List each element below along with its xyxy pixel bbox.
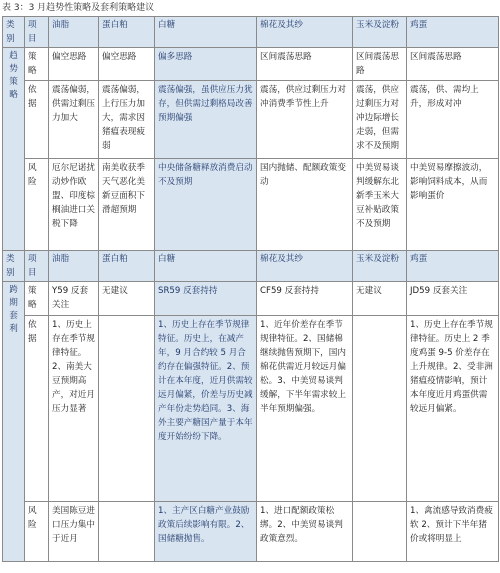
table-row xyxy=(3,502,499,562)
table-cell: 偏多思路 xyxy=(155,48,257,81)
table-cell xyxy=(99,316,155,502)
table-cell: 震荡偏弱，供需过剩压力加大 xyxy=(49,81,99,159)
table-cell: 1、历史上存在季节规律特征。历史上 2 季度鸡蛋 9-5 价差存在上升规律。2、受非洲猪瘟疫情影响，预计本年度近月鸡蛋供需较远月偏紧。 xyxy=(407,316,499,502)
header-meal: 蛋白粕 xyxy=(99,251,155,282)
table-cell: 区间震荡思路 xyxy=(407,48,499,81)
table-cell xyxy=(353,316,407,502)
table-cell: 无建议 xyxy=(99,282,155,316)
table-row xyxy=(3,48,499,81)
table-cell: 中美贸易谈判缓解东北新季玉米大豆补贴政策不及预期 xyxy=(353,159,407,251)
table-cell: 厄尔尼诺扰动炒作欧盟、印度棕榈油进口关税下降 xyxy=(49,159,99,251)
trend-category-cell xyxy=(3,48,25,251)
table-cell: 区间震荡思路 xyxy=(353,48,407,81)
table-cell: 无建议 xyxy=(353,282,407,316)
arb-header-row xyxy=(3,251,499,282)
table-cell: 1、历史上存在季节规律特征。历史上，在减产年，9 月合约较 5 月合约存在偏强特征。2、预计在本年度，近月供需较远月偏紧，价差与历史减产年份走势趋同。3、海外主要产糖国产量于本年度开始纷纷下降。 xyxy=(155,316,257,502)
table-cell: 震荡偏强，虽供应压力犹存，但供需过剩格局改善预期偏强 xyxy=(155,81,257,159)
table-row xyxy=(3,316,499,502)
row-item-label: 依据 xyxy=(25,316,49,502)
header-item: 项目 xyxy=(25,251,49,282)
table-cell: 区间震荡思路 xyxy=(257,48,353,81)
header-oils: 油脂 xyxy=(49,251,99,282)
row-item-label: 依据 xyxy=(25,81,49,159)
table-cell xyxy=(353,502,407,562)
table-row xyxy=(3,282,499,316)
header-oils: 油脂 xyxy=(49,17,99,48)
header-category: 类别 xyxy=(3,17,25,48)
table-cell: CF59 反套持持 xyxy=(257,282,353,316)
header-category: 类别 xyxy=(3,251,25,282)
table-cell: 1、历史上存在季节规律特征。2、南美大豆预期高产，对近月压力显著 xyxy=(49,316,99,502)
header-sugar: 白糖 xyxy=(155,17,257,48)
table-cell: SR59 反套持持 xyxy=(155,282,257,316)
table-cell: 1、禽流感导致消费疲软 2、预计下半年猪价或将明显上 xyxy=(407,502,499,562)
table-cell: 1、进口配额政策松绑。2、中美贸易谈判政策意烈。 xyxy=(257,502,353,562)
row-item-label: 风险 xyxy=(25,159,49,251)
table-cell: 美国陈豆进口压力集中于近月 xyxy=(49,502,99,562)
table-cell: 震荡，供、需均上升，形成对冲 xyxy=(407,81,499,159)
table-row xyxy=(3,81,499,159)
header-meal: 蛋白粕 xyxy=(99,17,155,48)
table-cell: 南美收获季天气恶化美新豆面积下滑超预期 xyxy=(99,159,155,251)
strategy-table xyxy=(2,16,499,562)
table-cell: 中美贸易摩擦波动，影响饲料成本，从而影响蛋价 xyxy=(407,159,499,251)
table-cell: 震荡，供应过剩压力对冲消费季节性上升 xyxy=(257,81,353,159)
row-item-label: 风险 xyxy=(25,502,49,562)
table-cell: 偏空思路 xyxy=(99,48,155,81)
header-egg: 鸡蛋 xyxy=(407,17,499,48)
arb-category-label: 跨期套利 xyxy=(9,285,18,334)
header-item: 项目 xyxy=(25,17,49,48)
header-corn: 玉米及淀粉 xyxy=(353,251,407,282)
header-egg: 鸡蛋 xyxy=(407,251,499,282)
table-cell: 偏空思路 xyxy=(49,48,99,81)
table-cell: 1、主产区白糖产业鼓励政策后续影响有限。2、国储糖抛售。 xyxy=(155,502,257,562)
header-corn: 玉米及淀粉 xyxy=(353,17,407,48)
header-sugar: 白糖 xyxy=(155,251,257,282)
table-cell xyxy=(99,502,155,562)
trend-header-row xyxy=(3,17,499,48)
table-cell: 中央储备糖释放消费启动不及预期 xyxy=(155,159,257,251)
row-item-label: 策略 xyxy=(25,48,49,81)
table-cell: Y59 反套关注 xyxy=(49,282,99,316)
table-cell: 国内抛储、配额政策变动 xyxy=(257,159,353,251)
row-item-label: 策略 xyxy=(25,282,49,316)
table-cell: 震荡偏弱，上行压力加大，需求因猪瘟表现疲弱 xyxy=(99,81,155,159)
table-row xyxy=(3,159,499,251)
table-cell: 1、近年价差存在季节规律特征。2、国储棉继续抛售预期下，国内棉花供需近月较远月偏松。3、中美贸易谈判缓解，下半年需求较上半年预期偏强。 xyxy=(257,316,353,502)
table-cell: JD59 反套关注 xyxy=(407,282,499,316)
table-cell: 震荡，供应过剩压力对冲边际增长走弱，但需求不及预期 xyxy=(353,81,407,159)
header-cotton: 棉花及其纱 xyxy=(257,17,353,48)
arb-category-cell xyxy=(3,282,25,562)
trend-category-label: 趋势策略 xyxy=(9,51,18,100)
header-cotton: 棉花及其纱 xyxy=(257,251,353,282)
table-caption: 表 3：3 月趋势性策略及套利策略建议 xyxy=(2,3,155,13)
